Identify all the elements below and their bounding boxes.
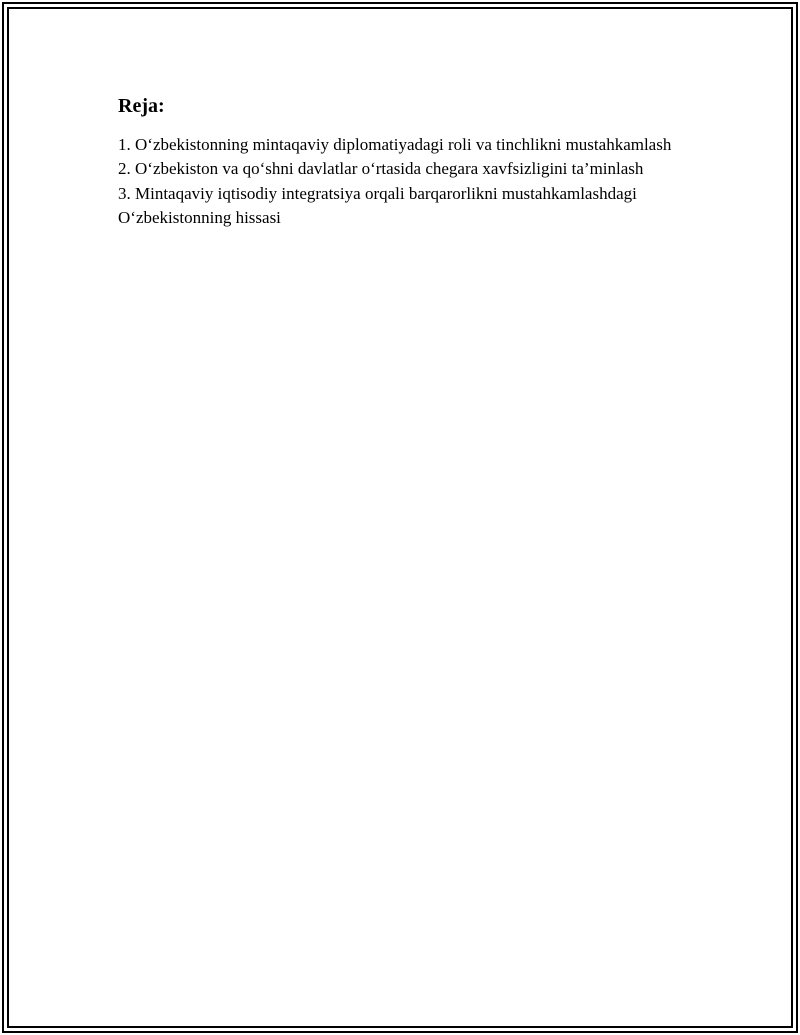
- plan-item-3: 3. Mintaqaviy iqtisodiy integratsiya orqali barqarorlikni mustahkamlashdagi O‘zbekistonning hissasi: [118, 183, 637, 227]
- plan-list: [118, 133, 698, 230]
- plan-item-1: 1. O‘zbekistonning mintaqaviy diplomatiyadagi roli va tinchlikni mustahkamlash: [118, 135, 672, 154]
- plan-section: [118, 93, 698, 230]
- plan-item-2: 2. O‘zbekiston va qo‘shni davlatlar o‘rtasida chegara xavfsizligini ta’minlash: [118, 159, 644, 179]
- plan-title: Reja:: [118, 95, 165, 117]
